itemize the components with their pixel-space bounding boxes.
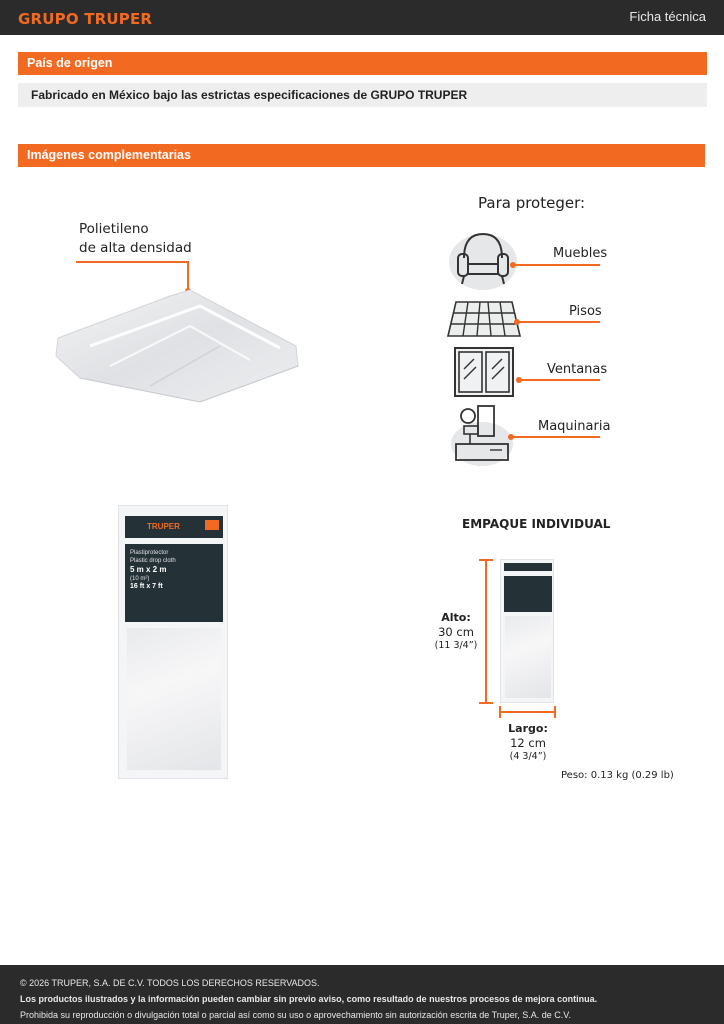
protect-item-maquinaria: Maquinaria — [538, 419, 611, 434]
package-dimension-image — [500, 559, 554, 703]
protect-item-ventanas: Ventanas — [547, 362, 608, 377]
window-icon — [454, 347, 514, 397]
pisos-leader-dot — [514, 319, 520, 325]
package-size-metric: 5 m x 2 m — [130, 565, 167, 574]
folded-plastic-image — [50, 286, 302, 406]
packaging-title: EMPAQUE INDIVIDUAL — [462, 517, 611, 531]
height-imperial: (11 3/4”) — [434, 640, 478, 651]
height-value: 30 cm — [438, 625, 474, 639]
maquinaria-leader-dot — [508, 434, 514, 440]
muebles-leader — [512, 264, 600, 266]
footer — [0, 965, 724, 1024]
ventanas-leader-dot — [516, 377, 522, 383]
maquinaria-leader — [510, 436, 600, 438]
width-value: 12 cm — [510, 736, 546, 750]
footer-legal: Prohibida su reproducción o divulgación total o parcial así como su uso o aprovechamiento sin autorización escrita de Truper, S.A. de C.V. — [20, 1010, 571, 1020]
width-dimension — [500, 722, 556, 764]
width-label: Largo: — [508, 722, 548, 735]
protect-item-muebles: Muebles — [553, 246, 608, 261]
width-imperial: (4 3/4”) — [509, 751, 547, 762]
footer-notice: Los productos ilustrados y la información pueden cambiar sin previo aviso, como resultado de nuestros procesos de mejora continua. — [20, 994, 598, 1004]
material-leader-h — [76, 261, 188, 263]
package-size-imperial: 16 ft x 7 ft — [130, 583, 163, 590]
material-line-2: de alta densidad — [79, 240, 192, 256]
muebles-leader-dot — [510, 262, 516, 268]
package-name-en: Plastic drop cloth — [130, 558, 176, 564]
package-name-es: Plastiprotector — [130, 550, 169, 556]
images-section-title: Imágenes complementarias — [18, 144, 705, 167]
protect-title: Para proteger: — [478, 194, 586, 212]
height-label: Alto: — [441, 611, 471, 624]
package-area: (10 m²) — [130, 576, 150, 582]
origin-section-title: País de origen — [18, 52, 707, 75]
header-bar — [0, 0, 724, 35]
origin-text: Fabricado en México bajo las estrictas especificaciones de GRUPO TRUPER — [18, 83, 707, 107]
footer-copyright: © 2026 TRUPER, S.A. DE C.V. TODOS LOS DERECHOS RESERVADOS. — [20, 978, 320, 988]
ventanas-leader — [518, 379, 600, 381]
doc-type-label: Ficha técnica — [629, 9, 706, 24]
height-dimension — [432, 611, 480, 653]
package-brand: TRUPER — [147, 522, 180, 531]
protect-item-pisos: Pisos — [569, 304, 602, 319]
package-weight: Peso: 0.13 kg (0.29 lb) — [561, 770, 674, 781]
pisos-leader — [516, 321, 600, 323]
material-line-1: Polietileno — [79, 221, 149, 237]
width-dimension-line — [500, 711, 555, 713]
brand-logo[interactable]: GRUPO TRUPER — [18, 10, 153, 28]
floor-tiles-icon — [446, 298, 522, 340]
armchair-icon — [448, 228, 518, 290]
material-callout — [79, 220, 192, 258]
machinery-icon — [450, 404, 514, 466]
height-dimension-line — [485, 560, 487, 703]
package-front-image — [118, 505, 228, 779]
